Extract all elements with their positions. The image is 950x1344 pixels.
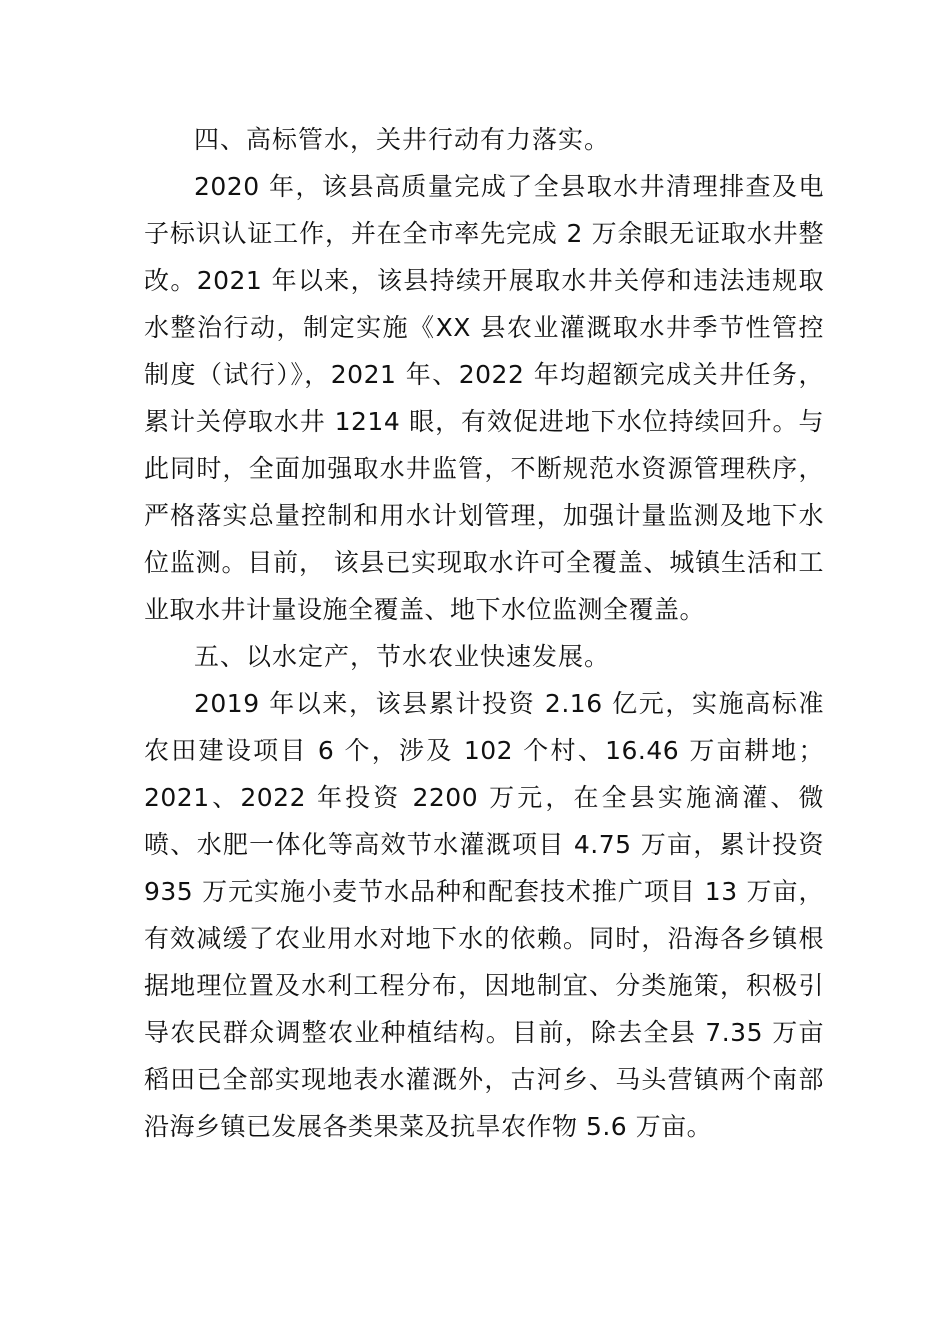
document-page — [144, 116, 824, 1150]
section-5-paragraph: 2019 年以来，该县累计投资 2.16 亿元，实施高标准农田建设项目 6 个，涉及 102 个村、16.46 万亩耕地；2021、2022 年投资 2200 万元，在全县实施滴灌、微喷、水肥一体化等高效节水灌溉项目 4.75 万亩，累计投资 935 万元实施小麦节水品种和配套技术推广项目 13 万亩，有效减缓了农业用水对地下水的依赖。同时，沿海各乡镇根据地理位置及水利工程分布，因地制宜、分类施策，积极引导农民群众调整农业种植结构。目前，除去全县 7.35 万亩稻田已全部实现地表水灌溉外，古河乡、马头营镇两个南部沿海乡镇已发展各类果菜及抗旱农作物 5.6 万亩。 — [144, 689, 824, 1141]
section-5-heading: 五、以水定产，节水农业快速发展。 — [194, 642, 611, 671]
section-4-paragraph: 2020 年，该县高质量完成了全县取水井清理排查及电子标识认证工作，并在全市率先完成 2 万余眼无证取水井整改。2021 年以来，该县持续开展取水井关停和违法违规取水整治行动，制定实施《XX 县农业灌溉取水井季节性管控制度（试行）》，2021 年、2022 年均超额完成关井任务，累计关停取水井 1214 眼，有效促进地下水位持续回升。与此同时，全面加强取水井监管，不断规范水资源管理秩序，严格落实总量控制和用水计划管理，加强计量监测及地下水位监测。目前， 该县已实现取水许可全覆盖、城镇生活和工业取水井计量设施全覆盖、地下水位监测全覆盖。 — [144, 172, 824, 624]
section-4-heading: 四、高标管水，关井行动有力落实。 — [194, 125, 611, 154]
